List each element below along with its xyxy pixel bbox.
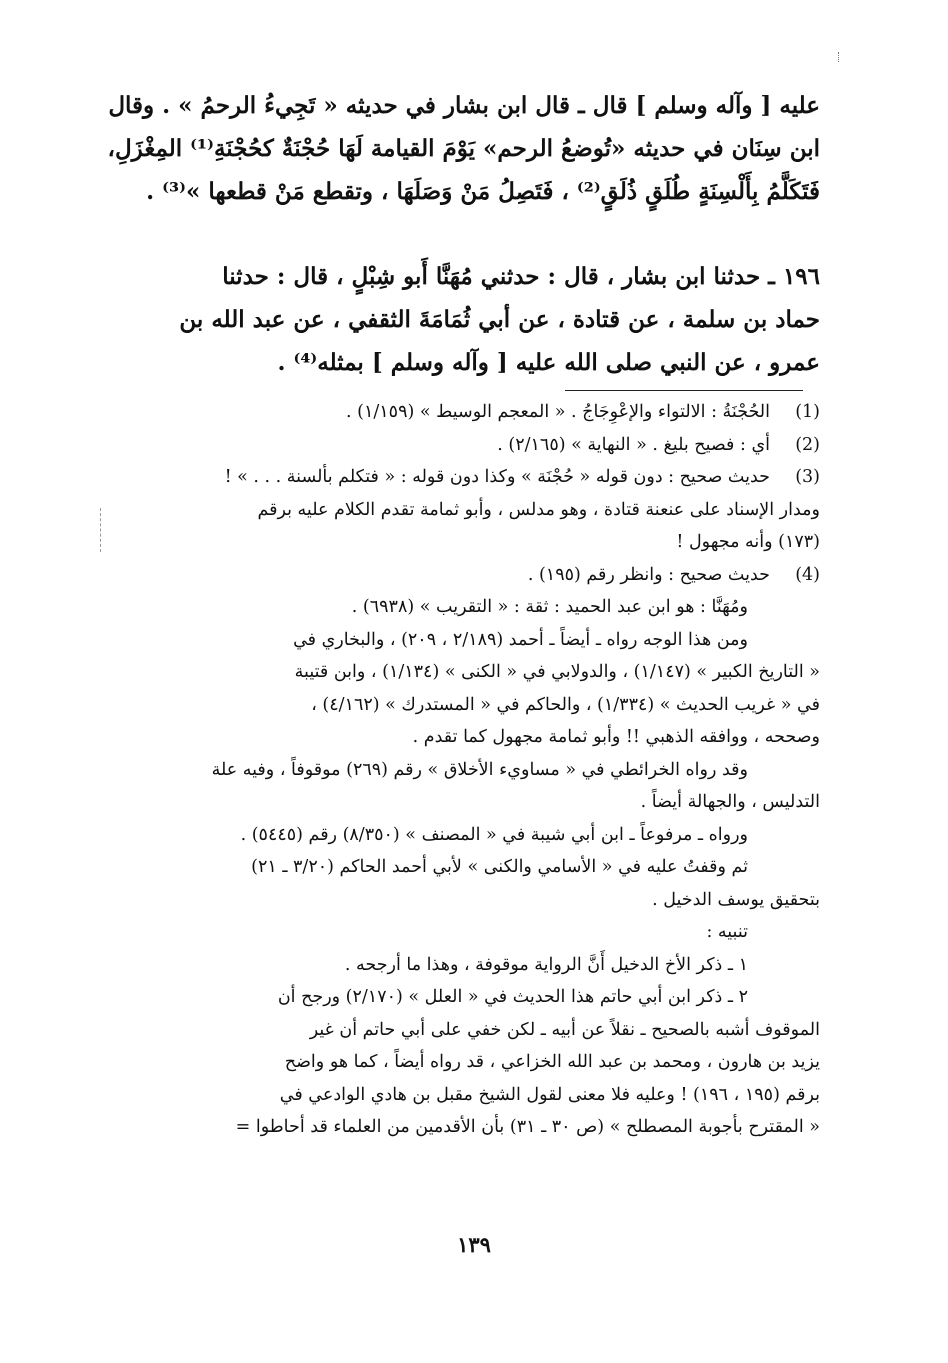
page-number: ١٣٩ [457,1232,491,1257]
footnote-line: الحُجْنَةُ : الالتواء والإعْوِجَاجُ . « المعجم الوسيط » (١/١٥٩) . [346,402,770,422]
footnote-line: « التاريخ الكبير » (١/١٤٧) ، والدولابي في « الكنى » (١/١٣٤) ، وابن قتيبة [294,662,820,682]
footnote-line: حديث صحيح : وانظر رقم (١٩٥) . [527,564,770,585]
footnote-line: ثم وقفتُ عليه في « الأسامي والكنى » لأبي أحمد الحاكم (٣/٢٠ ـ ٢١) [251,857,748,877]
footnote-number: (4) [795,564,820,585]
footnote-3 [100,461,820,559]
footnote-line: أي : فصيح بليغ . « النهاية » (٢/١٦٥) . [497,434,770,455]
footnote-line: وصححه ، ووافقه الذهبي !! وأبو ثمامة مجهول كما تقدم . [412,727,820,747]
footnote-line: ١ ـ ذكر الأخ الدخيل أَنَّ الرواية موقوفة ، وهذا ما أرجحه . [344,954,748,975]
footnote-line: حديث صحيح : دون قوله « حُجْنَة » وكذا دون قوله : « فتكلم بألسنة . . . » ! [224,467,770,487]
text-line: عمرو ، عن النبي صلى الله عليه [ وآله وسلم ] بمثله⁽⁴⁾ . [277,349,820,376]
scan-mark [838,52,841,62]
text-line: فَتَكَلَّمُ بِأَلْسِنَةٍ طُلَقٍ ذُلَقٍ⁽²⁾ ، فَتَصِلُ مَنْ وَصَلَهَا ، وتقطع مَنْ قطعها »⁽³⁾ . [146,178,820,205]
hadith-196 [100,255,820,384]
footnote-2 [100,429,820,462]
footnote-4 [100,559,820,1144]
footnote-line: تنبيه : [706,922,748,942]
hadith-text-continuation [100,84,820,213]
text-line: ١٩٦ ـ حدثنا ابن بشار ، قال : حدثني مُهَنَّا أَبو شِبْلٍ ، قال : حدثنا [222,263,820,290]
text-line: حماد بن سلمة ، عن قتادة ، عن أبي ثُمَامَةَ الثقفي ، عن عبد الله بن [179,306,820,333]
footnote-line: بتحقيق يوسف الدخيل . [652,889,820,910]
footnote-line: (١٧٣) وأنه مجهول ! [676,532,820,552]
footnote-line: التدليس ، والجهالة أيضاً . [640,792,820,812]
footnote-line: الموقوف أشبه بالصحيح ـ نقلاً عن أبيه ـ لكن خفي على أبي حاتم أن غير [309,1019,820,1040]
text-line: ابن سِنَان في حديثه «تُوضعُ الرحم» يَوْمَ القيامة لَهَا حُجْنَةٌ كحُجْنَةِ⁽¹⁾ المِغْزَلِ، [107,135,820,162]
footnotes [100,396,820,1144]
text-line: عليه [ وآله وسلم ] قال ـ قال ابن بشار في حديثه « تَجِيءُ الرحمُ » . وقال [108,92,820,119]
footnote-number: (2) [795,434,820,455]
footnote-line: ومدار الإسناد على عنعنة قتادة ، وهو مدلس ، وأبو ثمامة تقدم الكلام عليه برقم [257,499,820,520]
footnote-line: ورواه ـ مرفوعاً ـ ابن أبي شيبة في « المصنف » (٨/٣٥٠) رقم (٥٤٤٥) . [240,824,748,845]
footnote-line: « المقترح بأجوبة المصطلح » (ص ٣٠ ـ ٣١) بأن الأقدمين من العلماء قد أحاطوا = [235,1117,820,1137]
footnote-line: يزيد بن هارون ، ومحمد بن عبد الله الخزاعي ، قد رواه أيضاً ، كما هو واضح [284,1052,820,1072]
footnote-line: ومُهَنَّا : هو ابن عبد الحميد : ثقة : « التقريب » (٦٩٣٨) . [351,597,748,617]
footnote-number: (1) [795,402,820,422]
footnote-number: (3) [795,467,820,487]
footnote-line: ٢ ـ ذكر ابن أبي حاتم هذا الحديث في « العلل » (٢/١٧٠) ورجح أن [277,987,748,1007]
footnote-separator [565,390,803,391]
footnote-line: ومن هذا الوجه رواه ـ أيضاً ـ أحمد (٢/١٨٩ ، ٢٠٩) ، والبخاري في [293,629,748,650]
footnote-1 [100,396,820,429]
footnote-line: برقم (١٩٥ ، ١٩٦) ! وعليه فلا معنى لقول الشيخ مقبل بن هادي الوادعي في [279,1084,820,1105]
footnote-line: وقد رواه الخرائطي في « مساويء الأخلاق » رقم (٢٦٩) موقوفاً ، وفيه علة [211,759,748,780]
footnote-line: في « غريب الحديث » (١/٣٣٤) ، والحاكم في « المستدرك » (٤/١٦٢) ، [311,694,820,715]
